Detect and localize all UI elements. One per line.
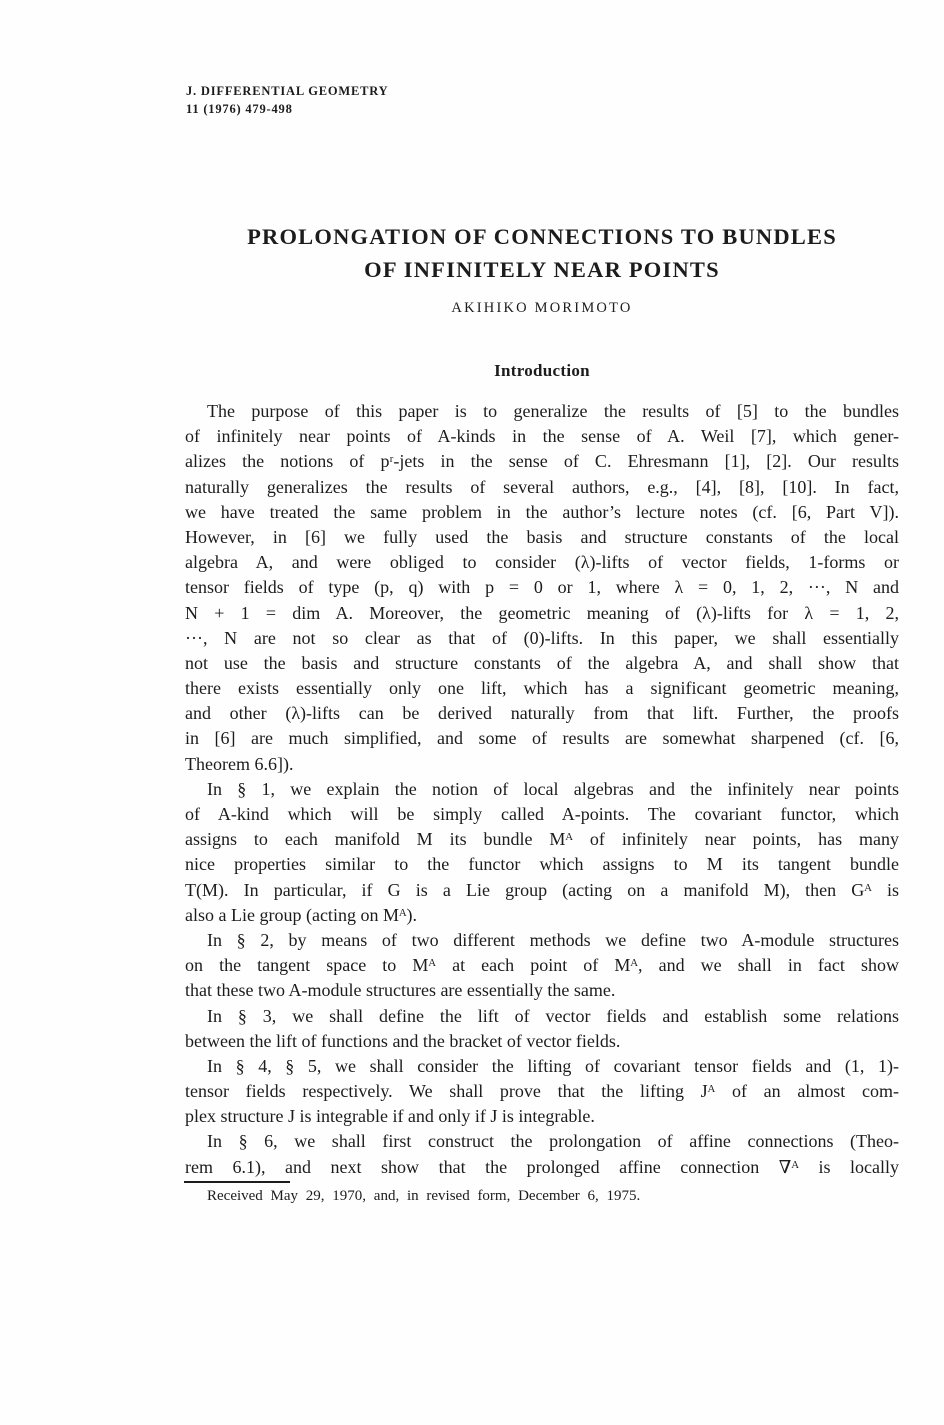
text-line: that these two A-module structures are essentially the same.: [185, 980, 616, 1001]
text-line: In § 2, by means of two different methods we define two A-module structures: [207, 929, 899, 950]
text-line: there exists essentially only one lift, which has a significant geometric meaning,: [185, 678, 899, 699]
paper-title: [185, 220, 899, 286]
text-line: tensor fields respectively. We shall prove that the lifting Jᴬ of an almost com-: [185, 1081, 899, 1102]
text-line: between the lift of functions and the bracket of vector fields.: [185, 1030, 621, 1051]
author-name: AKIHIKO MORIMOTO: [451, 300, 633, 316]
paragraph: [185, 928, 899, 1004]
paper-title-line-1: PROLONGATION OF CONNECTIONS TO BUNDLES: [247, 224, 837, 249]
text-line: we have treated the same problem in the author’s lecture notes (cf. [6, Part V]).: [185, 501, 899, 522]
paragraph: [185, 1004, 899, 1054]
text-line: assigns to each manifold M its bundle Mᴬ of infinitely near points, has many: [185, 829, 899, 850]
journal-header: [186, 82, 388, 118]
section-heading-introduction: Introduction: [494, 361, 590, 380]
text-line: In § 3, we shall define the lift of vector fields and establish some relations: [207, 1005, 899, 1026]
text-line: T(M). In particular, if G is a Lie group (acting on a manifold M), then Gᴬ is: [185, 879, 899, 900]
received-footnote: Received May 29, 1970, and, in revised form, December 6, 1975.: [207, 1188, 641, 1204]
paragraph: [185, 777, 899, 928]
text-line: nice properties similar to the functor which assigns to M its tangent bundle: [185, 854, 899, 875]
text-line: not use the basis and structure constants of the algebra A, and shall show that: [185, 652, 899, 673]
journal-issue: 11 (1976) 479-498: [186, 102, 293, 116]
text-line: N + 1 = dim A. Moreover, the geometric meaning of (λ)-lifts for λ = 1, 2,: [185, 602, 899, 623]
text-line: tensor fields of type (p, q) with p = 0 or 1, where λ = 0, 1, 2, ···, N and: [185, 577, 899, 598]
paragraph: [185, 1054, 899, 1130]
text-line: on the tangent space to Mᴬ at each point of Mᴬ, and we shall in fact show: [185, 955, 899, 976]
text-line: in [6] are much simplified, and some of results are somewhat sharpened (cf. [6,: [185, 728, 899, 749]
text-line: and other (λ)-lifts can be derived naturally from that lift. Further, the proofs: [185, 703, 899, 724]
text-line: of infinitely near points of A-kinds in the sense of A. Weil [7], which gener-: [185, 426, 899, 447]
text-line: naturally generalizes the results of several authors, e.g., [4], [8], [10]. In fact,: [185, 476, 899, 497]
text-line: also a Lie group (acting on Mᴬ).: [185, 904, 418, 925]
text-line: algebra A, and were obliged to consider (λ)-lifts of vector fields, 1-forms or: [185, 552, 899, 573]
text-line: In § 4, § 5, we shall consider the lifting of covariant tensor fields and (1, 1)-: [207, 1055, 899, 1076]
text-line: In § 6, we shall first construct the prolongation of affine connections (Theo-: [207, 1131, 899, 1152]
body-text: [185, 399, 899, 1180]
text-line: rem 6.1), and next show that the prolonged affine connection ∇ᴬ is locally: [185, 1156, 899, 1177]
text-line: of A-kind which will be simply called A-points. The covariant functor, which: [185, 804, 899, 824]
paragraph: [185, 399, 899, 777]
text-line: ···, N are not so clear as that of (0)-lifts. In this paper, we shall essentially: [185, 627, 899, 648]
text-line: The purpose of this paper is to generalize the results of [5] to the bundles: [207, 401, 899, 421]
text-line: Theorem 6.6]).: [185, 753, 294, 774]
text-line: alizes the notions of pʳ-jets in the sense of C. Ehresmann [1], [2]. Our results: [185, 451, 899, 472]
text-line: In § 1, we explain the notion of local algebras and the infinitely near points: [207, 778, 899, 799]
text-line: plex structure J is integrable if and only if J is integrable.: [185, 1106, 595, 1127]
paper-title-line-2: OF INFINITELY NEAR POINTS: [364, 257, 720, 282]
paragraph: [185, 1129, 899, 1179]
journal-name: J. DIFFERENTIAL GEOMETRY: [186, 84, 389, 98]
footnote-rule: [184, 1181, 290, 1183]
text-line: However, in [6] we fully used the basis and structure constants of the local: [185, 526, 899, 547]
